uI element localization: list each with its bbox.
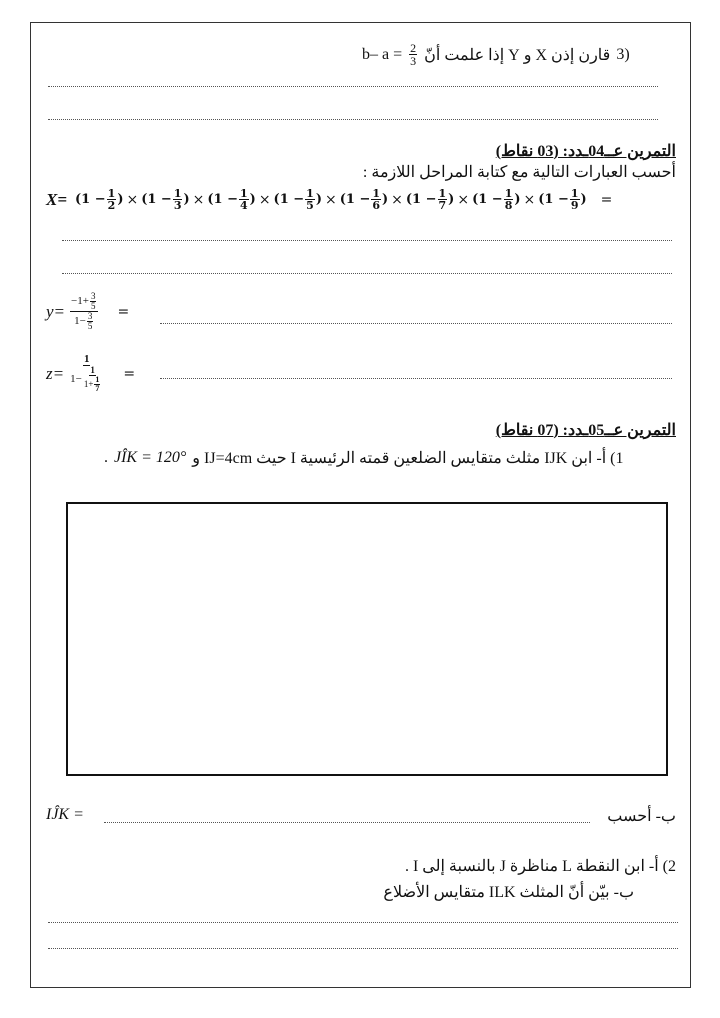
y-numerator (70, 292, 98, 312)
x-term-den: 9 (570, 199, 579, 212)
y-label: y= (46, 301, 66, 321)
x-term-frac (504, 188, 514, 211)
z-fraction (69, 354, 104, 393)
x-term: (1 − $\frac{1}{7}$ ) (405, 187, 455, 212)
y-expression (46, 292, 129, 331)
answer-line[interactable] (104, 822, 590, 823)
x-term-num: 1 (438, 187, 447, 200)
x-term-den: 8 (504, 199, 513, 212)
times-sign: × (192, 191, 205, 208)
x-term: (1 − $\frac{1}{4}$ ) (207, 187, 256, 212)
times-sign: × (324, 191, 337, 208)
x-term-frac (239, 188, 249, 211)
drawing-area[interactable] (66, 502, 668, 776)
z-inner-den-text: 1+ (83, 379, 94, 389)
ex5-q1a-text: 1) أ- ابن IJK مثلث متقايس الضلعين قمته الرئيسية I حيث IJ=4cm و (192, 450, 624, 467)
x-term-frac (305, 188, 315, 211)
x-term-den: 7 (438, 199, 447, 212)
x-term: (1 − $\frac{1}{6}$ ) (339, 187, 389, 212)
period: . (104, 449, 108, 466)
x-term-den: 4 (240, 199, 248, 212)
y-equals: = (117, 303, 130, 320)
x-term-frac (107, 188, 117, 211)
times-sign: × (126, 191, 139, 208)
angle-given: JÎK = 120° (114, 449, 187, 466)
ex5-q2b: ب- بيّن أنّ المثلث ILK متقايس الأضلاع (383, 884, 634, 901)
z-equals: = (123, 365, 136, 382)
x-term-num: 1 (173, 187, 182, 200)
z-innermost-den: 7 (95, 384, 100, 393)
x-term-num: 1 (372, 187, 380, 200)
answer-line[interactable] (160, 378, 672, 379)
z-inner-frac (83, 366, 103, 393)
z-expression (46, 354, 135, 393)
x-term-frac (438, 188, 448, 211)
x-term-num: 1 (107, 187, 116, 200)
x-term-den: 2 (107, 199, 116, 212)
x-term-num: 1 (240, 187, 248, 200)
z-innermost-frac (94, 376, 100, 393)
x-term-den: 5 (306, 199, 314, 212)
z-denominator (69, 366, 104, 393)
y-den-frac-den: 5 (87, 321, 93, 331)
x-term: (1 − $\frac{1}{3}$ ) (141, 187, 190, 212)
x-expression (46, 188, 612, 211)
ex5-q1a-line (104, 448, 623, 468)
q3-expr-left: b– a = (362, 45, 403, 63)
z-label: z= (46, 363, 65, 383)
z-numerator: 1 (83, 353, 90, 365)
q3-frac-num: 2 (410, 41, 417, 55)
ex5-q1b-label: ب- أحسب (607, 808, 676, 825)
x-term-den: 6 (372, 199, 380, 212)
x-term-den: 3 (173, 199, 182, 212)
answer-line[interactable] (48, 948, 678, 949)
x-term-frac (570, 188, 580, 211)
y-den-text: 1− (74, 315, 86, 327)
y-num-frac-num: 3 (90, 291, 96, 301)
x-term-frac (371, 188, 381, 211)
answer-line[interactable] (48, 86, 658, 87)
x-label: X= (46, 189, 68, 209)
exercise-4-heading: التمرين عــ04ـدد: (03 نقاط) (495, 143, 676, 160)
x-term-num: 1 (504, 187, 513, 200)
x-term: (1 − $\frac{1}{9}$ ) (538, 187, 587, 212)
answer-line[interactable] (48, 119, 658, 120)
answer-line[interactable] (62, 240, 672, 241)
ex5-q2a: 2) أ- ابن النقطة L مناظرة J بالنسبة إلى I . (404, 858, 676, 875)
q3-text: قارن إذن X و Y إذا علمت أنّ (424, 46, 611, 64)
q3-fraction (409, 42, 417, 67)
x-equals: = (600, 191, 613, 208)
answer-line[interactable] (160, 323, 672, 324)
z-mid-text: 1− (70, 373, 82, 385)
z-inner-num: 1 (90, 365, 95, 375)
x-term-num: 1 (306, 187, 314, 200)
x-term-frac (173, 188, 183, 211)
y-den-frac (87, 312, 94, 331)
exercise-5-heading: التمرين عــ05ـدد: (07 نقاط) (495, 422, 676, 439)
times-sign: × (457, 191, 470, 208)
angle-asked-text: IĴK = (46, 806, 84, 823)
y-den-frac-num: 3 (87, 311, 93, 321)
y-num-frac (90, 292, 97, 311)
z-innermost-num: 1 (95, 375, 100, 384)
answer-line[interactable] (48, 922, 678, 923)
x-term: (1 − $\frac{1}{5}$ ) (273, 187, 322, 212)
q3-frac-den: 3 (410, 54, 417, 68)
y-denominator (73, 312, 95, 331)
answer-line[interactable] (62, 273, 672, 274)
y-num-text: −1+ (71, 295, 89, 307)
angle-asked (46, 806, 84, 824)
times-sign: × (258, 191, 271, 208)
z-inner-den (83, 376, 103, 393)
x-term: (1 − $\frac{1}{2}$ ) (75, 187, 124, 212)
times-sign: × (391, 191, 403, 208)
y-fraction (70, 292, 98, 331)
x-term-num: 1 (570, 187, 579, 200)
y-num-frac-den: 5 (90, 301, 96, 311)
x-term: (1 − $\frac{1}{8}$ ) (472, 187, 521, 212)
q3-number: 3) (616, 45, 630, 63)
times-sign: × (523, 191, 536, 208)
q3-line (362, 42, 630, 67)
x-terms (75, 188, 587, 211)
exercise-4-instruction: أحسب العبارات التالية مع كتابة المراحل اللازمة : (362, 164, 676, 181)
